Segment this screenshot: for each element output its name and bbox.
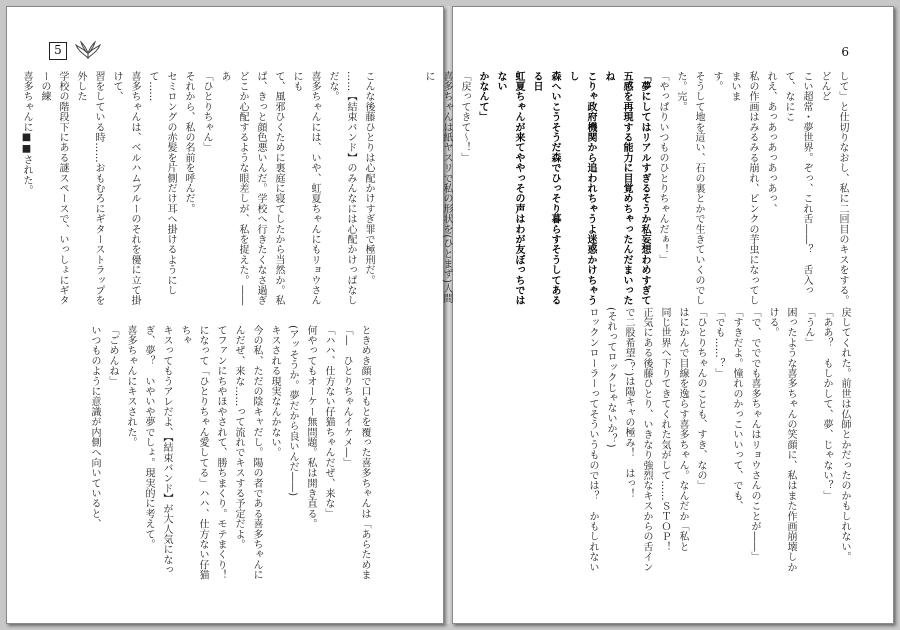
text-line: 戻してくれた。前世は仏師とかだったのかもしれない。 [839,307,850,562]
bold-text-line: 森へいこうそうだ森でひっそり暮らすそうしてあるる日 [531,71,560,306]
text-line: 私の作画はみるみる崩れ、ピンクの芋虫になってしまいま [729,71,758,306]
bold-text-line: 五感を再現する能力に目覚めちゃったんだまいったね [603,71,632,306]
text-line: ぱ、きっと顔色悪いんだ。学校へ行きたくなさ過ぎ [255,71,266,306]
text-line: で二股希望(？)は陽キャの極み！ はっ！ [623,307,634,499]
text-line: 何やってもオーケー無問題。私は開き直る。 [305,325,316,529]
text-line: す。 [711,71,722,92]
text-line: て、風邪ひくために裏庭に寝てしたから当然か。私 [273,71,284,306]
text-line: 喜多ちゃんは、ベルハムブルーのそれを優に立て掛けて、 [111,71,140,306]
text-line: 「で、でででも喜多ちゃんはリョウさんのことが――」 [749,307,760,562]
wing-ornament-icon [75,40,101,62]
text-line: 喜多ちゃんは紙ヤスリで私の形状を(ひとまず)人間に [423,71,452,304]
text-line: 正気にある後藤ひとり、いきなり強烈なキスからの舌イン [641,307,652,573]
text-line: それから、私の名前を呼んだ。 [183,71,194,214]
text-line: んだぜ、来な……って流れでキスする予定だよ。 [233,325,244,550]
text-line: して」と仕切りなおし、私に二回目のキスをする。どんど [819,71,848,306]
text-line: キスってもうアレだよ、【結束バンド】が大人気になっ [161,325,172,575]
text-line: (それってロックじゃないか？) [605,307,616,448]
left-page [6,6,444,624]
text-line: ……【結束バンド】のみんなには心配かけっぱなしだな。 [327,71,356,306]
bold-text-line: かなんて」 [477,71,488,122]
text-line: こんな後藤ひとりは心配かけすぎ罪で極刑だ。 [363,71,374,286]
left-upper-text-block [21,71,377,311]
text-line: 「でも……？」 [713,307,724,379]
text-line: キスされる現実なんかない。 [269,325,280,458]
bold-text-line: こりゃ政府機関から追われちゃうよ迷惑かけちゃうし [567,71,596,306]
left-lower-text-block [77,325,373,587]
text-line: (アッそうか。夢だから良いんだ――) [287,325,298,497]
text-line: 今の私、ただの陰キャだし。陽の者である喜多ちゃんに [251,325,262,580]
text-line: こい超常・夢世界。ぞっ、これ舌――？ 舌入って、なにこ [783,71,812,296]
text-line: 「ひとりちゃん」 [201,71,212,153]
text-line: どこか心配するような眼差しが、私を捉えた。――あ [219,71,248,306]
text-line: 「ああ？ もしかして、夢、じゃない？」 [821,307,832,501]
text-line: 学校の階段下にある謎スペースで、いっしょにギターの練 [39,71,68,306]
text-line: 「すきだよ。憧れのかっこいいって、でも、 [731,307,742,511]
blank-line [0,71,17,311]
text-line: 「戻ってきて〜！」 [459,71,470,163]
bold-text-line: 虹夏ちゃんが来てややっその声はわが友ぼっちではない [495,71,524,306]
text-line: 「ごめんね」 [107,325,118,387]
right-upper-text-block [423,71,851,311]
text-line: 喜多ちゃんには、いや、虹夏ちゃんにもリョウさんにも [291,71,320,306]
text-line: ぎ、夢？ いやいや夢でしょ。現実的に考えて。 [143,325,154,550]
text-line: 「― ひとりちゃんイケメ―」 [341,325,352,468]
text-line: てファンにちやほやされて、勝ちまくり。モテまくり！ [215,325,226,580]
text-line: はにかんで目線を逸らす喜多ちゃん。なんだか「私と [677,307,688,552]
text-line: ける。 [767,307,778,338]
text-line: セミロングの赤髪を片側だけ耳へ掛けるようにして…… [147,71,176,296]
text-line: 困ったような喜多ちゃんの笑顔に、私はまた作画崩壊しか [785,307,796,573]
text-line: そうして地を這い、石の裏とかで生きていくのでした。完。 [675,71,704,306]
text-line: ロックンローラーってそういうものでは？ かもしれない [587,307,598,573]
text-line: になって「ひとりちゃん愛してる」ハハ、仕方ない仔猫ちゃ [179,325,208,580]
text-line: 同じ世界へ下りてきてくれた気がして……ＳＴＯＰ！ [659,307,670,552]
right-page [423,6,894,624]
right-page-number: 6 [841,45,849,59]
text-line: 「やっぱりいつものひとりちゃんだぁ！」 [657,71,668,265]
right-lower-text-block [563,307,853,587]
text-line: 喜多ちゃんにキスされた。 [125,325,136,448]
text-line: れえ、あっあっあっあっあっ、 [765,71,776,214]
text-line: ときめき顔で口もとを覆った喜多ちゃんは「あらためま [359,325,370,580]
text-line: 「うん」 [803,307,814,348]
text-line: 「ハハ、仕方ない仔猫ちゃんだぜ、来な」 [323,325,334,519]
text-line: 習をしている時……おもむろにギターストラップを外した [75,71,104,306]
bold-text-line: 「夢にしてはリアルすぎるそうか私妄想わめすぎて [639,71,650,306]
text-line: いつものように意識が内側へ向いていると、 [89,325,100,529]
left-page-number: 5 [49,42,67,60]
text-line: 「ひとりちゃんのことも、すき、なの」 [695,307,706,491]
text-line: 喜多ちゃんに■■された。 [21,71,32,196]
